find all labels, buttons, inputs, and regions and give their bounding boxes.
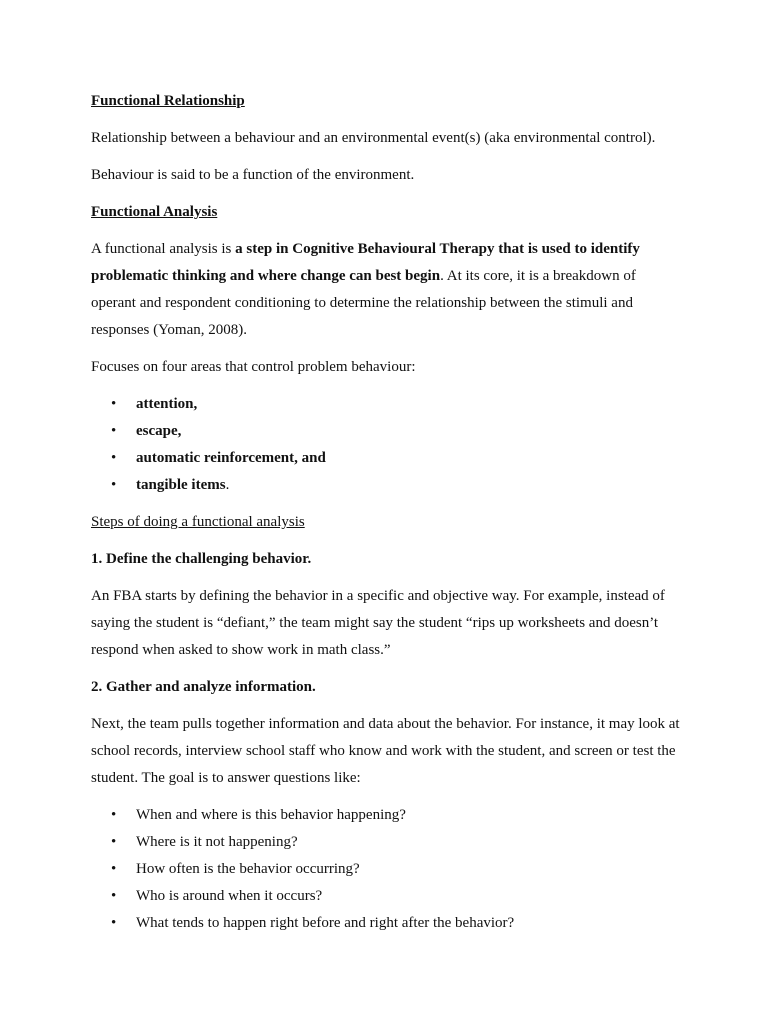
question-text: Where is it not happening? <box>136 834 298 850</box>
paragraph-behaviour-function: Behaviour is said to be a function of the environment. <box>91 167 415 183</box>
list-item <box>91 910 681 937</box>
step-1-title: 1. Define the challenging behavior. <box>91 551 312 567</box>
list-questions <box>91 802 681 937</box>
question-text: When and where is this behavior happening? <box>136 807 406 823</box>
bullet-icon: • <box>111 423 117 439</box>
bullet-icon: • <box>111 861 117 877</box>
heading-functional-relationship: Functional Relationship <box>91 93 245 109</box>
paragraph-relationship-definition: Relationship between a behaviour and an environmental event(s) (aka environmental control). <box>91 130 656 146</box>
list-item <box>91 856 681 883</box>
text-fa-bold: a step in Cognitive Behavioural Therapy that is used to identify problematic thinking and where change can best begin <box>91 241 640 284</box>
list-item <box>91 802 681 829</box>
bullet-icon: • <box>111 396 117 412</box>
heading-functional-analysis: Functional Analysis <box>91 204 218 220</box>
area-label: automatic reinforcement, and <box>136 450 326 466</box>
bullet-icon: • <box>111 807 117 823</box>
area-label: escape, <box>136 423 182 439</box>
step-2-text: Next, the team pulls together information and data about the behavior. For instance, it may look at school records, interview school staff who know and work with the student, and screen or test the student. The goal is to answer questions like: <box>91 716 680 786</box>
text-fa-intro: A functional analysis is <box>91 241 236 257</box>
question-text: How often is the behavior occurring? <box>136 861 360 877</box>
paragraph-four-areas-intro: Focuses on four areas that control problem behaviour: <box>91 359 416 375</box>
paragraph-functional-analysis-definition <box>91 236 681 344</box>
subheading-steps: Steps of doing a functional analysis <box>91 514 305 530</box>
area-label-period: . <box>225 477 230 493</box>
bullet-icon: • <box>111 888 117 904</box>
list-item <box>91 391 681 418</box>
text-fa-rest: . At its core, it is a breakdown of operant and respondent conditioning to determine the relationship between the stimuli and responses (Yoman, 2008). <box>91 268 636 338</box>
step-2-title: 2. Gather and analyze information. <box>91 679 316 695</box>
question-text: Who is around when it occurs? <box>136 888 323 904</box>
list-item <box>91 418 681 445</box>
list-control-areas <box>91 391 681 499</box>
list-item <box>91 829 681 856</box>
document-page <box>91 88 681 947</box>
list-item <box>91 472 681 499</box>
list-item <box>91 445 681 472</box>
bullet-icon: • <box>111 477 117 493</box>
step-1-text: An FBA starts by defining the behavior in a specific and objective way. For example, instead of saying the student is “defiant,” the team might say the student “rips up worksheets and doesn’t respond when asked to show work in math class.” <box>91 588 665 658</box>
bullet-icon: • <box>111 450 117 466</box>
bullet-icon: • <box>111 915 117 931</box>
area-label: attention, <box>136 396 198 412</box>
list-item <box>91 883 681 910</box>
bullet-icon: • <box>111 834 117 850</box>
question-text: What tends to happen right before and right after the behavior? <box>136 915 515 931</box>
area-label: tangible items <box>136 477 226 493</box>
